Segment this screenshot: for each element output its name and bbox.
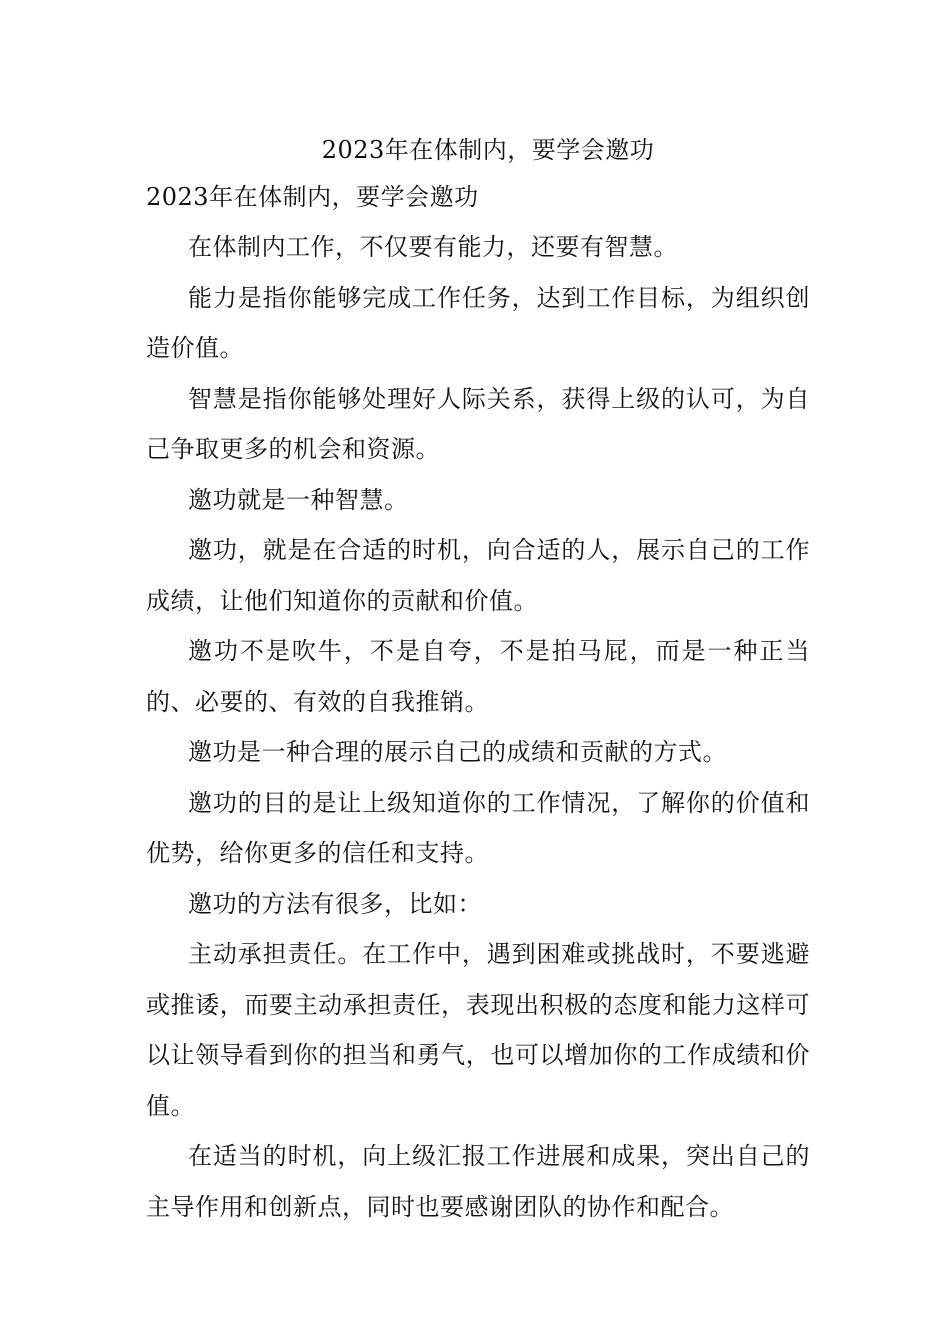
paragraph-10: 主动承担责任。在工作中，遇到困难或挑战时，不要逃避或推诿，而要主动承担责任，表现出积极的态度和能力这样可以让领导看到你的担当和勇气，也可以增加你的工作成绩和价值。 xyxy=(146,940,810,1120)
paragraph-9: 邀功的方法有很多，比如： xyxy=(188,889,482,918)
document-page xyxy=(146,128,810,1232)
paragraph-2: 能力是指你能够完成工作任务，达到工作目标，为组织创造价值。 xyxy=(146,283,810,362)
paragraph-3: 智慧是指你能够处理好人际关系，获得上级的认可，为自己争取更多的机会和资源。 xyxy=(146,384,810,463)
paragraph-8: 邀功的目的是让上级知道你的工作情况，了解你的价值和优势，给你更多的信任和支持。 xyxy=(146,788,810,867)
document-title: 2023年在体制内，要学会邀功 xyxy=(321,136,655,164)
paragraph-11: 在适当的时机，向上级汇报工作进展和成果，突出自己的主导作用和创新点，同时也要感谢团队的协作和配合。 xyxy=(146,1142,810,1221)
paragraph-1: 在体制内工作，不仅要有能力，还要有智慧。 xyxy=(188,233,678,261)
paragraph-4: 邀功就是一种智慧。 xyxy=(188,485,409,514)
paragraph-6: 邀功不是吹牛，不是自夸，不是拍马屁，而是一种正当的、必要的、有效的自我推销。 xyxy=(146,637,810,716)
paragraph-7: 邀功是一种合理的展示自己的成绩和贡献的方式。 xyxy=(188,738,727,766)
paragraph-5: 邀功，就是在合适的时机，向合适的人，展示自己的工作成绩，让他们知道你的贡献和价值。 xyxy=(146,536,810,615)
document-subtitle: 2023年在体制内，要学会邀功 xyxy=(146,183,479,211)
